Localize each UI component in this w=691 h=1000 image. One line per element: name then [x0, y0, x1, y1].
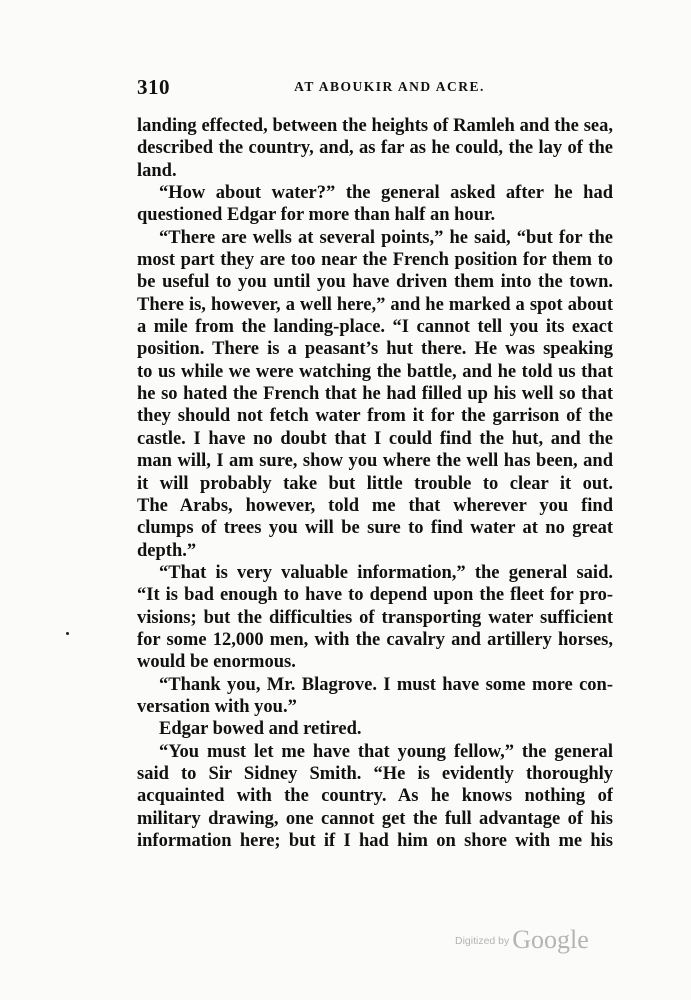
page-header: [137, 75, 612, 101]
text-line: most part they are too near the French position for them to: [137, 250, 613, 271]
text-line: The Arabs, however, told me that wherever you find: [137, 495, 613, 516]
text-line: military drawing, one cannot get the full advantage of his: [137, 808, 613, 829]
text-line: be useful to you until you have driven them into the town.: [137, 272, 613, 293]
page-number: 310: [137, 75, 170, 99]
text-line: There is, however, a well here,” and he marked a spot about: [137, 294, 613, 315]
text-line: landing effected, between the heights of Ramleh and the sea,: [137, 116, 613, 136]
text-line: acquainted with the country. As he knows nothing of: [137, 786, 613, 807]
text-line: would be enormous.: [137, 652, 296, 673]
watermark-prefix: Digitized by: [455, 935, 510, 947]
text-line: “That is very valuable information,” the general said.: [159, 562, 613, 583]
text-line: for some 12,000 men, with the cavalry and artillery horses,: [137, 629, 613, 650]
running-head: AT ABOUKIR AND ACRE.: [294, 79, 485, 94]
text-line: “There are wells at several points,” he said, “but for the: [159, 227, 613, 248]
text-line: he so hated the French that he had filled up his well so that: [137, 384, 613, 405]
text-line: Edgar bowed and retired.: [159, 719, 362, 740]
text-line: said to Sir Sidney Smith. “He is evidently thoroughly: [137, 763, 613, 784]
text-line: versation with you.”: [137, 696, 297, 717]
text-line: visions; but the difficulties of transporting water sufficient: [137, 607, 613, 628]
body-text: [137, 115, 613, 852]
text-line: “It is bad enough to have to depend upon the fleet for pro-: [137, 585, 613, 606]
text-line: “You must let me have that young fellow,” the general: [159, 741, 613, 762]
text-line: they should not fetch water from it for the garrison of the: [137, 406, 613, 427]
text-line: to us while we were watching the battle, and he told us that: [137, 361, 613, 382]
text-line: information here; but if I had him on shore with me his: [137, 831, 613, 851]
text-line: described the country, and, as far as he could, the lay of the: [137, 138, 613, 159]
text-line: questioned Edgar for more than half an hour.: [137, 205, 496, 226]
stray-ink-mark: [66, 632, 69, 635]
digitized-watermark: [455, 925, 589, 955]
text-line: land.: [137, 160, 177, 181]
text-line: depth.”: [137, 540, 197, 561]
watermark-brand: Google: [512, 925, 589, 954]
text-line: “How about water?” the general asked after he had: [159, 183, 613, 204]
text-line: a mile from the landing-place. “I cannot tell you its exact: [137, 317, 613, 338]
text-line: clumps of trees you will be sure to find water at no great: [137, 518, 613, 539]
text-line: castle. I have no doubt that I could find the hut, and the: [137, 428, 613, 449]
text-line: man will, I am sure, show you where the well has been, and: [137, 451, 613, 472]
text-line: “Thank you, Mr. Blagrove. I must have some more con-: [159, 674, 613, 695]
text-line: it will probably take but little trouble to clear it out.: [137, 473, 613, 494]
text-line: position. There is a peasant’s hut there. He was speaking: [137, 339, 613, 360]
